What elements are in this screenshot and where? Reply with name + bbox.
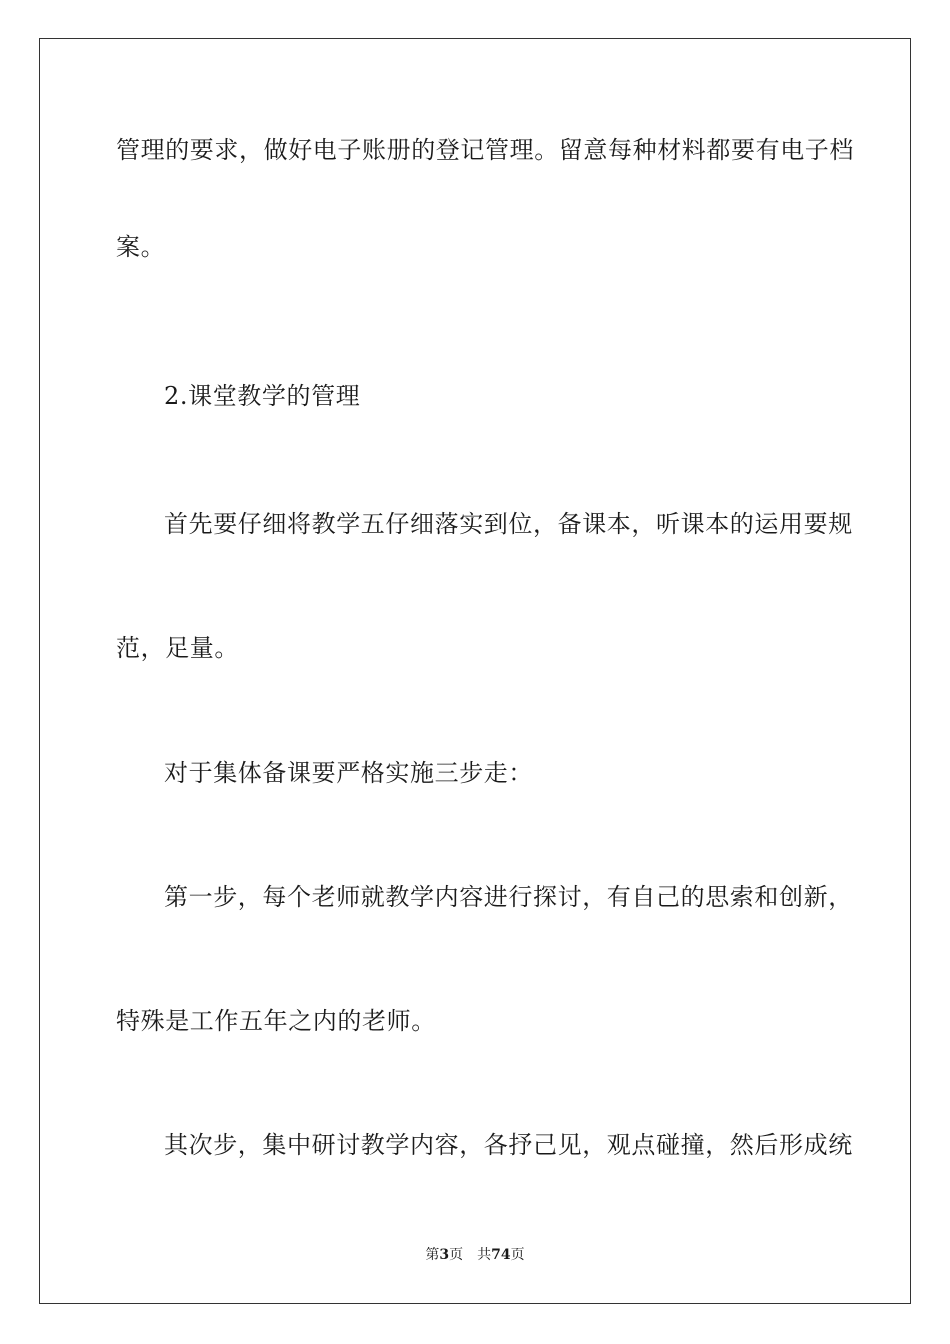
footer-page-suffix: 页	[449, 1247, 464, 1263]
page-footer	[0, 1246, 950, 1264]
paragraph-line-6: 第一步，每个老师就教学内容进行探讨，有自己的思索和创新，	[164, 883, 853, 911]
page-border	[39, 38, 911, 1304]
paragraph-line-2: 案。	[116, 233, 166, 261]
footer-page-prefix: 第	[425, 1247, 440, 1263]
section-heading: 2.课堂教学的管理	[164, 382, 361, 410]
footer-page-number: 3	[439, 1247, 450, 1263]
paragraph-line-1: 管理的要求，做好电子账册的登记管理。留意每种材料都要有电子档	[116, 136, 854, 164]
paragraph-line-5: 对于集体备课要严格实施三步走：	[164, 759, 533, 787]
footer-total-prefix: 共	[477, 1247, 492, 1263]
paragraph-line-8: 其次步，集中研讨教学内容，各抒己见，观点碰撞，然后形成统	[164, 1131, 853, 1159]
footer-total-number: 74	[491, 1247, 511, 1263]
paragraph-line-7: 特殊是工作五年之内的老师。	[116, 1007, 436, 1035]
paragraph-line-3: 首先要仔细将教学五仔细落实到位，备课本，听课本的运用要规	[164, 510, 853, 538]
footer-total-suffix: 页	[510, 1247, 525, 1263]
paragraph-line-4: 范，足量。	[116, 634, 239, 662]
